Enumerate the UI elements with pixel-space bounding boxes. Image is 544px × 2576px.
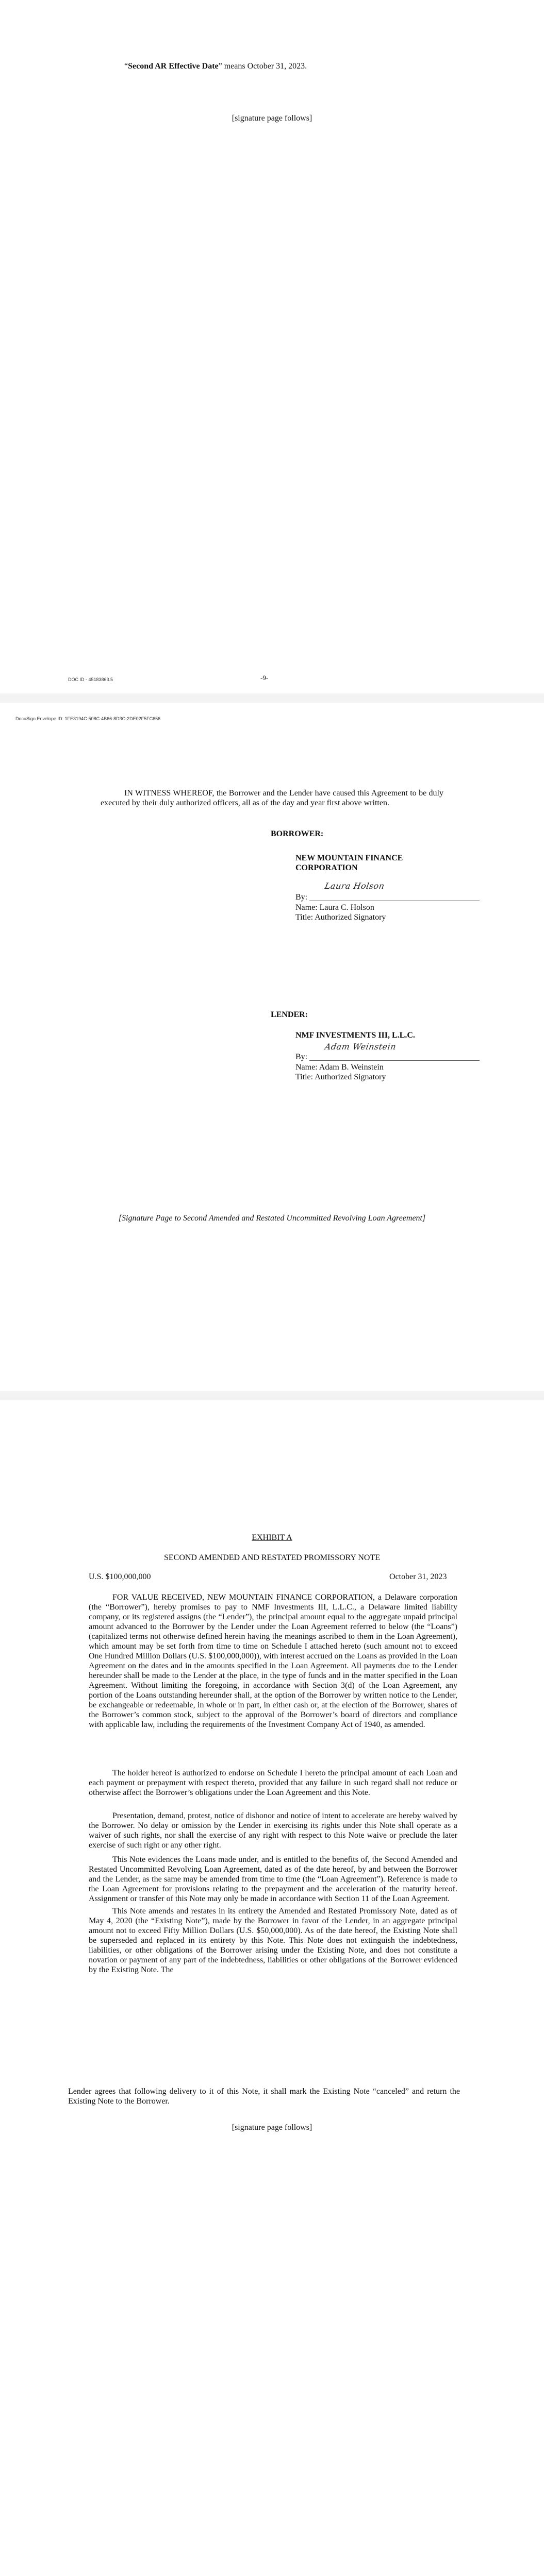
quote-open: “ [124,62,128,71]
note-paragraph-2: The holder hereof is authorized to endorse on Schedule I hereto the principal amount of each Loan and each payment or prepayment with respect thereto, provided that any failure in such regard shall not reduce or otherwise affect the Borrower’s obligations under the Loan Agreement and this Note. [89,1769,457,1797]
page-separator [0,1391,544,1400]
note-paragraph-5: This Note amends and restates in its entirety the Amended and Restated Promissory Note, dated as of May 4, 2020 (the “Existing Note”), made by the Borrower in favor of the Lender, in an aggregate principal amount not to exceed Fifty Million Dollars (U.S. $50,000,000). As of the date hereof, the Existing Note shall be superseded and replaced in its entirety by this Note. This Note does not extinguish the indebtedness, liabilities, or other obligations of the Borrower arising under the Existing Note, and does not constitute a novation or payment of any part of the indebtedness, liabilities or other obligations of the Borrower evidenced by the Existing Note. The [89,1907,457,1974]
definition-paragraph [124,61,434,71]
borrower-signer-title: Title: Authorized Signatory [295,913,386,922]
borrower-name-line1: NEW MOUNTAIN FINANCE [295,854,403,862]
note-paragraph-4: This Note evidences the Loans made under, and is entitled to the benefits of, the Second Amended and Restated Uncommitted Revolving Loan Agreement, dated as of the date hereof, by and between the Borrower and the Lender, as the same may be amended from time to time (the “Loan Agreement”). Reference is made to the Loan Agreement for provisions relating to the prepayment and the acceleration of the maturity hereof. Assignment or transfer of this Note may only be made in accordance with Section 11 of the Loan Agreement. [89,1855,457,1903]
page-separator [0,693,544,703]
borrower-signature: Laura Holson [324,881,386,891]
lender-signature-line [309,1060,480,1061]
borrower-by-label: By: [295,893,308,902]
definition-text: means October 31, 2023. [222,62,307,71]
docusign-envelope-id: DocuSign Envelope ID: 1FE3194C-508C-4B66-8D3C-2DE02F5FC656 [15,716,161,721]
exhibit-label: EXHIBIT A [252,1533,292,1542]
borrower-signer-name: Name: Laura C. Holson [295,903,374,912]
lender-name: NMF INVESTMENTS III, L.L.C. [295,1031,415,1040]
note-paragraph-5-continued: Lender agrees that following delivery to it of this Note, it shall mark the Existing Note “canceled” and return the Existing Note to the Borrower. [68,2087,460,2106]
exhibit-heading [0,1533,544,1543]
note-date: October 31, 2023 [389,1572,447,1581]
borrower-name-line2: CORPORATION [295,863,358,872]
witness-paragraph: IN WITNESS WHEREOF, the Borrower and the Lender have caused this Agreement to be duly executed by their duly authorized officers, all as of the day and year first above written. [101,789,443,807]
borrower-heading: BORROWER: [271,829,324,838]
signature-page-caption: [Signature Page to Second Amended and Restated Uncommitted Revolving Loan Agreement] [118,1214,426,1223]
note-amount: U.S. $100,000,000 [89,1572,151,1581]
lender-signer-title: Title: Authorized Signatory [295,1073,386,1081]
signature-follows-note: [signature page follows] [232,114,312,123]
note-paragraph-1: FOR VALUE RECEIVED, NEW MOUNTAIN FINANCE CORPORATION, a Delaware corporation (the “Borrower”), hereby promises to pay to NMF Investments III, L.L.C., a Delaware limited liability company, or its registered assigns (the “Lender”), the principal amount equal to the aggregate unpaid principal amount advanced to the Borrower by the Lender under the Loan Agreement referred to below (the “Loans”) (capitalized terms not otherwise defined herein having the meanings ascribed to them in the Loan Agreement), which amount may be set forth from time to time on Schedule I attached hereto (such amount not to exceed One Hundred Million Dollars (U.S. $100,000,000)), with interest accrued on the Loans as provided in the Loan Agreement on the dates and in the amounts specified in the Loan Agreement. All payments due to the Lender hereunder shall be made to the Lender at the place, in the type of funds and in the matter specified in the Loan Agreement. Without limiting the foregoing, in accordance with Section 3(d) of the Loan Agreement, any portion of the Loans outstanding hereunder shall, at the option of the Borrower by written notice to the Lender, be exchangeable or redeemable, in whole or in part, in either cash or, at the election of the Borrower, shares of the Borrower’s common stock, subject to the approval of the Borrower’s board of directors and compliance with applicable law, including the requirements of the Investment Company Act of 1940, as amended. [89,1593,457,1729]
defined-term: Second AR Effective Date [128,62,219,71]
lender-by-label: By: [295,1053,308,1061]
lender-signature: Adam Weinstein [324,1042,397,1052]
note-title: SECOND AMENDED AND RESTATED PROMISSORY NOTE [163,1553,381,1562]
quote-close: ” [218,62,222,71]
signature-follows-note: [signature page follows] [232,2123,312,2132]
page-number: -9- [260,674,269,682]
doc-id: DOC ID - 45183863.5 [68,677,113,682]
lender-heading: LENDER: [271,1010,308,1019]
note-paragraph-3: Presentation, demand, protest, notice of dishonor and notice of intent to accelerate are hereby waived by the Borrower. No delay or omission by the Lender in exercising its rights under this Note shall operate as a waiver of such rights, nor shall the exercise of any right with respect to this Note waive or preclude the later exercise of such right or any other right. [89,1811,457,1850]
lender-signer-name: Name: Adam B. Weinstein [295,1063,384,1072]
